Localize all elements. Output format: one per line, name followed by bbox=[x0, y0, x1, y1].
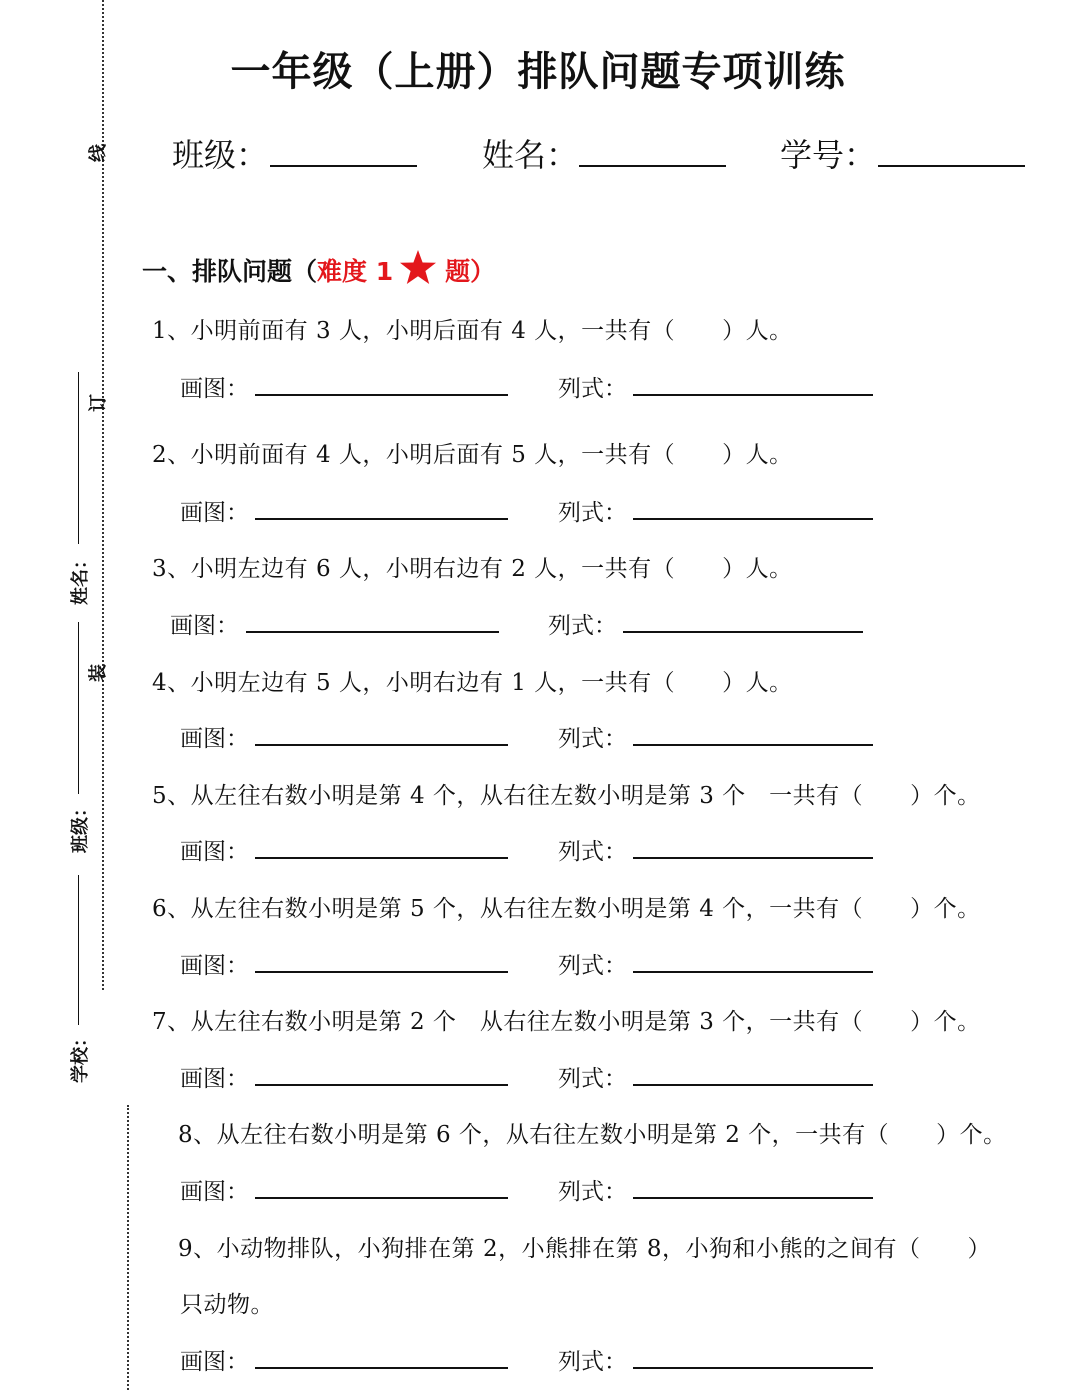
draw-label: 画图： bbox=[180, 1349, 249, 1375]
question-1: 1、小明前面有 3 人，小明后面有 4 人，一共有（ ）人。 bbox=[152, 318, 793, 344]
formula-field[interactable] bbox=[633, 971, 873, 973]
class-label: 班级： bbox=[172, 136, 269, 174]
draw-field[interactable] bbox=[255, 857, 508, 859]
draw-field[interactable] bbox=[255, 518, 508, 520]
question-4: 4、小明左边有 5 人，小明右边有 1 人，一共有（ ）人。 bbox=[152, 670, 793, 696]
section-heading-prefix: 一、排队问题（ bbox=[142, 257, 318, 286]
star-icon bbox=[399, 249, 437, 291]
formula-field[interactable] bbox=[633, 1367, 873, 1369]
question-9: 9、小动物排队，小狗排在第 2，小熊排在第 8，小狗和小熊的之间有（ ） bbox=[178, 1236, 992, 1262]
formula-field[interactable] bbox=[633, 1084, 873, 1086]
draw-label: 画图： bbox=[180, 726, 249, 752]
formula-label: 列式： bbox=[558, 1179, 627, 1205]
question-5: 5、从左往右数小明是第 4 个，从右往左数小明是第 3 个 一共有（ ）个。 bbox=[152, 783, 981, 809]
draw-label: 画图： bbox=[180, 376, 249, 402]
formula-field[interactable] bbox=[633, 1197, 873, 1199]
difficulty-label: 难度 1 bbox=[317, 257, 394, 286]
section-heading bbox=[142, 252, 495, 291]
draw-field[interactable] bbox=[255, 1084, 508, 1086]
formula-label: 列式： bbox=[558, 953, 627, 979]
formula-label: 列式： bbox=[558, 376, 627, 402]
section-heading-suffix: 题） bbox=[445, 257, 496, 286]
number-label: 学号： bbox=[780, 136, 877, 174]
formula-label: 列式： bbox=[548, 613, 617, 639]
draw-label: 画图： bbox=[180, 500, 249, 526]
draw-field[interactable] bbox=[246, 631, 499, 633]
formula-label: 列式： bbox=[558, 1066, 627, 1092]
draw-label: 画图： bbox=[180, 953, 249, 979]
margin-class-label: 班级： bbox=[70, 799, 91, 853]
margin-school-label: 学校： bbox=[70, 1029, 91, 1083]
draw-field[interactable] bbox=[255, 394, 508, 396]
draw-field[interactable] bbox=[255, 1197, 508, 1199]
formula-label: 列式： bbox=[558, 726, 627, 752]
binding-line-mark: 线 bbox=[88, 144, 109, 162]
question-7: 7、从左往右数小明是第 2 个 从右往左数小明是第 3 个，一共有（ ）个。 bbox=[152, 1009, 981, 1035]
formula-label: 列式： bbox=[558, 839, 627, 865]
binding-dotted-line-lower bbox=[127, 1105, 129, 1390]
question-3: 3、小明左边有 6 人，小明右边有 2 人，一共有（ ）人。 bbox=[152, 556, 793, 582]
page-title: 一年级（上册）排队问题专项训练 bbox=[230, 49, 846, 95]
margin-name-line bbox=[78, 372, 79, 544]
margin-class-line bbox=[78, 622, 79, 794]
formula-field[interactable] bbox=[633, 857, 873, 859]
margin-school-line bbox=[78, 875, 79, 1025]
draw-field[interactable] bbox=[255, 971, 508, 973]
formula-field[interactable] bbox=[633, 394, 873, 396]
question-2: 2、小明前面有 4 人，小明后面有 5 人，一共有（ ）人。 bbox=[152, 442, 793, 468]
draw-label: 画图： bbox=[180, 1066, 249, 1092]
name-label: 姓名： bbox=[482, 136, 579, 174]
formula-field[interactable] bbox=[633, 518, 873, 520]
question-9-continuation: 只动物。 bbox=[180, 1292, 274, 1318]
binding-staple-mark: 订 bbox=[88, 394, 109, 412]
draw-label: 画图： bbox=[180, 839, 249, 865]
draw-field[interactable] bbox=[255, 1367, 508, 1369]
margin-name-label: 姓名： bbox=[70, 551, 91, 605]
name-field[interactable] bbox=[579, 165, 726, 167]
draw-label: 画图： bbox=[180, 1179, 249, 1205]
formula-label: 列式： bbox=[558, 500, 627, 526]
formula-field[interactable] bbox=[633, 744, 873, 746]
draw-label: 画图： bbox=[170, 613, 239, 639]
number-field[interactable] bbox=[878, 165, 1025, 167]
formula-field[interactable] bbox=[623, 631, 863, 633]
question-6: 6、从左往右数小明是第 5 个，从右往左数小明是第 4 个，一共有（ ）个。 bbox=[152, 896, 981, 922]
formula-label: 列式： bbox=[558, 1349, 627, 1375]
draw-field[interactable] bbox=[255, 744, 508, 746]
binding-bind-mark: 装 bbox=[88, 664, 109, 682]
class-field[interactable] bbox=[270, 165, 417, 167]
question-8: 8、从左往右数小明是第 6 个，从右往左数小明是第 2 个，一共有（ ）个。 bbox=[178, 1122, 1007, 1148]
